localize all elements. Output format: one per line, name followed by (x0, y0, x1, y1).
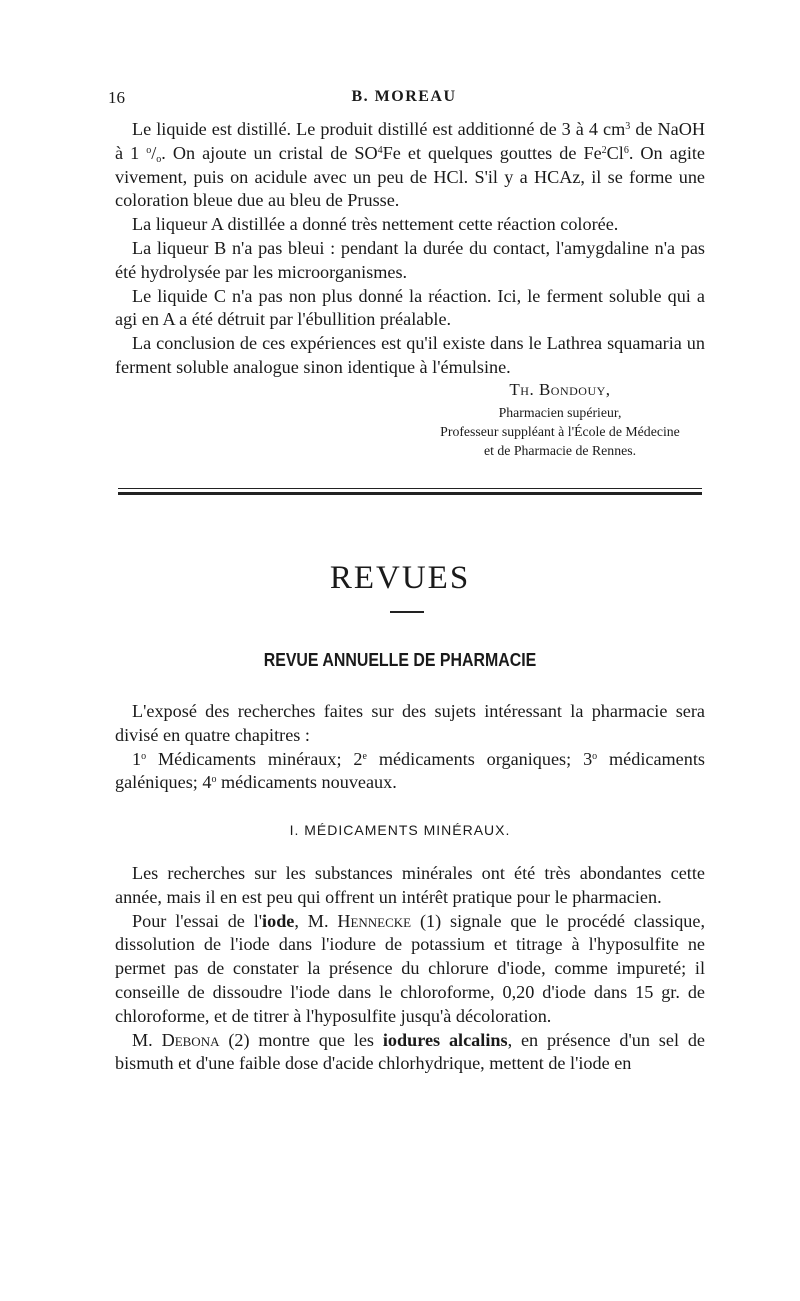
paragraph-liquide-c: Le liquide C n'a pas non plus donné la réaction. Ici, le ferment soluble qui a agi en A a été détruit par l'ébullition préalable. (115, 285, 705, 330)
top-text-block (115, 118, 705, 380)
separator-rule-thin (118, 488, 702, 489)
paragraph-distillation: Le liquide est distillé. Le produit distillé est additionné de 3 à 4 $cm^3$ de NaOH à 1 $^o/_o$. On ajoute un cristal de $SO^4Fe$ et quelques gouttes de Fe$^2$Cl$^6$. On agite vivement, puis on acidule avec un peu de HCl. S'il y a HCAz, il se forme une coloration bleue due au bleu de Prusse. (115, 119, 705, 211)
paragraph-conclusion: La conclusion de ces expériences est qu'il existe dans le Lathrea squamaria un ferment soluble analogue sinon identique à l'émulsine. (115, 333, 705, 377)
signature-block (380, 380, 740, 460)
paragraph-liqueur-b: La liqueur B n'a pas bleui : pendant la durée du contact, l'amygdaline n'a pas été hydrolysée par les microorganismes. (115, 237, 705, 282)
paragraph-iode: Pour l'essai de l'iode, M. Hennecke (1) signale que le procédé classique, dissolution de l'iode dans l'iodure de potassium et titrage à l'hyposulfite ne permet pas de constater la présence du chlorure d'iode, comme impureté; il conseille de dissoudre l'iode dans le chloroforme, 0,20 d'iode dans 15 gr. de chloroforme, et de titrer à l'hyposulfite jusqu'à décoloration. (115, 910, 705, 1026)
title-underline (390, 611, 424, 613)
section-subtitle: REVUE ANNUELLE DE PHARMACIE (263, 649, 537, 670)
author-name: Th. Bondouy, (509, 380, 611, 399)
paragraph-substances: Les recherches sur les substances minérales ont été très abondantes cette année, mais il en est peu qui offrent un intérêt pratique pour le pharmacien. (115, 863, 705, 907)
running-title: B. MOREAU (351, 88, 457, 105)
separator-rule-thick (118, 492, 702, 495)
paragraph-chapters: 1$^o$ Médicaments minéraux; 2e médicaments organiques; 3$^o$ médicaments galéniques; 4$^o$ médicaments nouveaux. (115, 748, 705, 793)
intro-block (115, 700, 705, 795)
paragraph-liqueur-a: La liqueur A distillée a donné très nettement cette réaction colorée. (132, 214, 619, 235)
running-header (108, 88, 700, 112)
paragraph-iodures: M. Debona (2) montre que les iodures alcalins, en présence d'un sel de bismuth et d'une faible dose d'acide chlorhydrique, mettent de l'iode en (115, 1029, 706, 1074)
page-number: 16 (108, 88, 125, 107)
chapter-heading: I. MÉDICAMENTS MINÉRAUX. (289, 822, 511, 838)
author-position: Professeur suppléant à l'École de Médecine (440, 424, 680, 439)
author-institution: et de Pharmacie de Rennes. (483, 443, 637, 458)
body-text-block (115, 862, 705, 1076)
paragraph-intro: L'exposé des recherches faites sur des sujets intéressant la pharmacie sera divisé en quatre chapitres : (115, 701, 705, 745)
author-title: Pharmacien supérieur, (498, 405, 622, 420)
section-title: REVUES (329, 560, 471, 596)
